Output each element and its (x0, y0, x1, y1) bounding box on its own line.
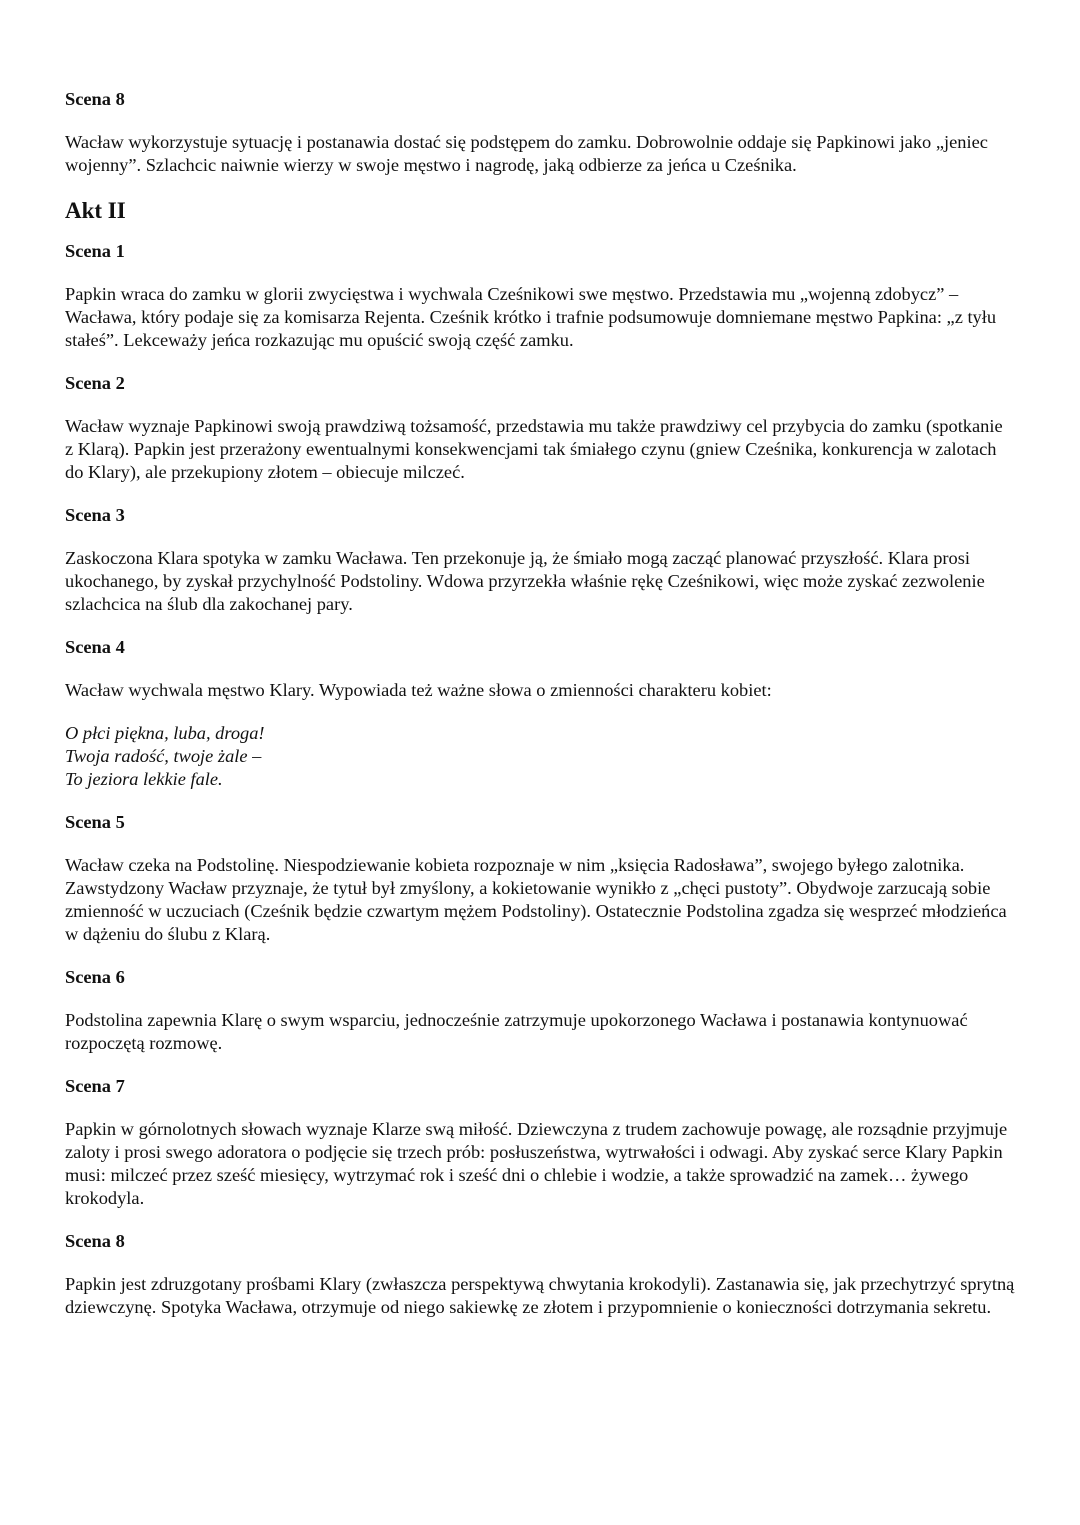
act-heading: Akt II (65, 198, 126, 223)
scene-heading: Scena 4 (65, 637, 125, 657)
scene-paragraph: Podstolina zapewnia Klarę o swym wsparciu, jednocześnie zatrzymuje upokorzonego Wacława i postanawia kontynuować rozpoczętą rozmowę. (65, 1010, 968, 1053)
scene-heading: Scena 7 (65, 1076, 125, 1096)
scene-paragraph: Wacław wyznaje Papkinowi swoją prawdziwą tożsamość, przedstawia mu także prawdziwy cel przybycia do zamku (spotkanie z Klarą). Papkin jest przerażony ewentualnymi konsekwencjami tak śmiałego czynu (gniew Cześnika, konkurencja w zalotach do Klary), ale przekupiony złotem – obiecuje milczeć. (65, 416, 1003, 482)
scene-paragraph: Papkin w górnolotnych słowach wyznaje Klarze swą miłość. Dziewczyna z trudem zachowuje powagę, ale rozsądnie przyjmuje zaloty i prosi swego adoratora o podjęcie się trzech prób: posłuszeństwa, wytrwałości i odwagi. Aby zyskać serce Klary Papkin musi: milczeć przez sześć miesięcy, wytrzymać rok i sześć dni o chlebie i wodzie, a także sprowadzić na zamek… żywego krokodyla. (65, 1119, 1008, 1208)
scene-paragraph: Papkin jest zdruzgotany prośbami Klary (zwłaszcza perspektywą chwytania krokodyli). Zastanawia się, jak przechytrzyć sprytną dziewczynę. Spotyka Wacława, otrzymuje od niego sakiewkę ze złotem i przypomnienie o konieczności dotrzymania sekretu. (65, 1274, 1015, 1317)
quote-line: O płci piękna, luba, droga! (65, 723, 265, 743)
poem-quote (65, 722, 1015, 791)
scene-paragraph: Zaskoczona Klara spotyka w zamku Wacława. Ten przekonuje ją, że śmiało mogą zacząć planować przyszłość. Klara prosi ukochanego, by zyskał przychylność Podstoliny. Wdowa przyrzekła właśnie rękę Cześnikowi, więc może zyskać zezwolenie szlachcica na ślub dla zakochanej pary. (65, 548, 985, 614)
scene-heading: Scena 2 (65, 373, 125, 393)
scene-heading: Scena 8 (65, 1231, 125, 1251)
document-page (65, 88, 1015, 1339)
quote-line: Twoja radość, twoje żale – (65, 746, 262, 766)
scene-heading: Scena 1 (65, 241, 125, 261)
scene-heading: Scena 5 (65, 812, 125, 832)
scene-paragraph: Papkin wraca do zamku w glorii zwycięstwa i wychwala Cześnikowi swe męstwo. Przedstawia mu „wojenną zdobycz” – Wacława, który podaje się za komisarza Rejenta. Cześnik krótko i trafnie podsumowuje domniemane męstwo Papkina: „z tyłu stałeś”. Lekceważy jeńca rozkazując mu opuścić swoją część zamku. (65, 284, 997, 350)
scene-heading: Scena 8 (65, 89, 125, 109)
scene-paragraph: Wacław czeka na Podstolinę. Niespodziewanie kobieta rozpoznaje w nim „księcia Radosława”, swojego byłego zalotnika. Zawstydzony Wacław przyznaje, że tytuł był zmyślony, a kokietowanie wynikło z „chęci pustoty”. Obydwoje zarzucają sobie zmienność w uczuciach (Cześnik będzie czwartym mężem Podstoliny). Ostatecznie Podstolina zgadza się wesprzeć młodzieńca w dążeniu do ślubu z Klarą. (65, 855, 1007, 944)
quote-line: To jeziora lekkie fale. (65, 769, 223, 789)
scene-heading: Scena 3 (65, 505, 125, 525)
scene-paragraph: Wacław wychwala męstwo Klary. Wypowiada też ważne słowa o zmienności charakteru kobiet: (65, 680, 772, 700)
scene-paragraph: Wacław wykorzystuje sytuację i postanawia dostać się podstępem do zamku. Dobrowolnie oddaje się Papkinowi jako „jeniec wojenny”. Szlachcic naiwnie wierzy w swoje męstwo i nagrodę, jaką odbierze za jeńca u Cześnika. (65, 132, 988, 175)
scene-heading: Scena 6 (65, 967, 125, 987)
